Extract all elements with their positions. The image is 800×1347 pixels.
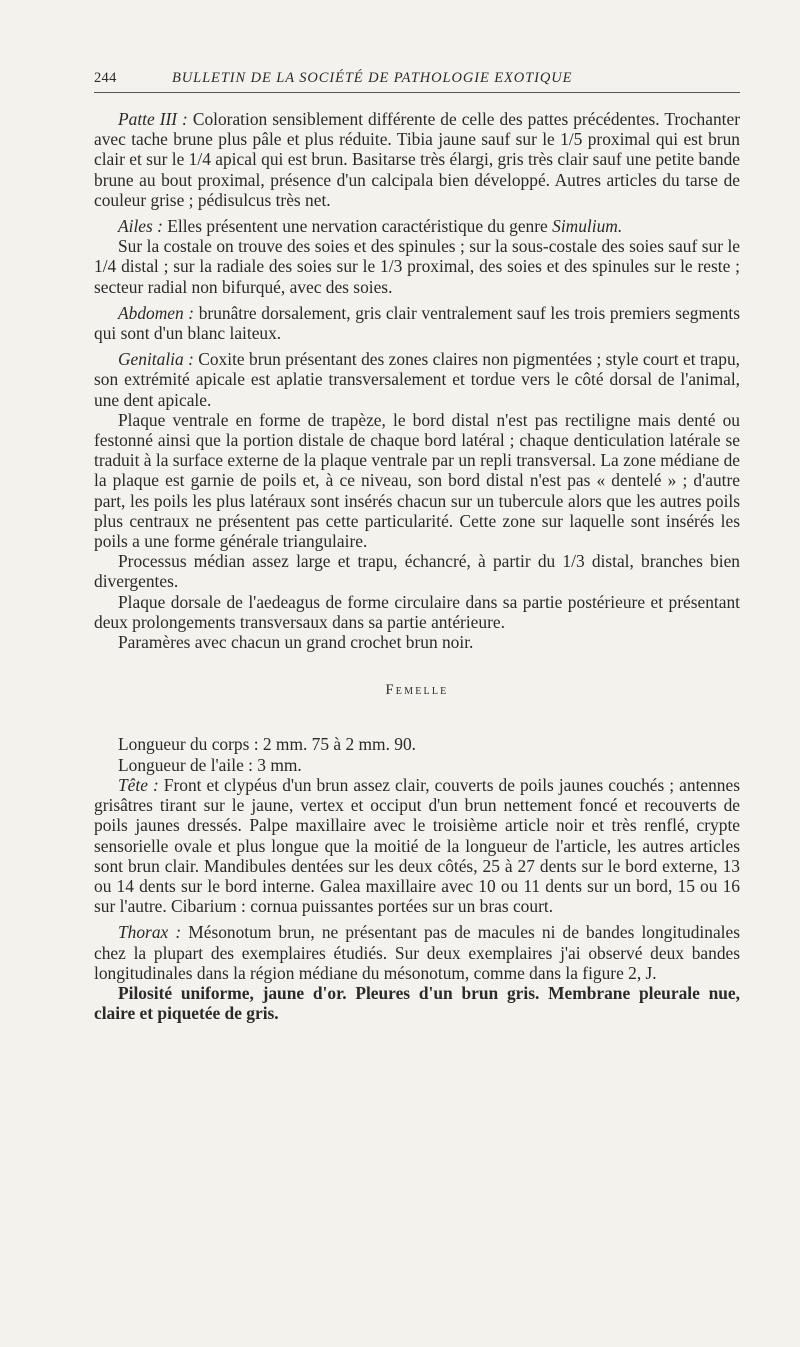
- paragraph-tete: [94, 775, 740, 916]
- page: [94, 70, 740, 1023]
- text-patte-iii: Coloration sensiblement différente de celle des pattes précédentes. Trochanter avec tache brune plus pâle et plus réduite. Tibia jaune sauf sur le 1/5 proximal qui est brun clair et sur le 1/4 apical qui est brun. Basitarse très élargi, gris très clair sauf une petite bande brune au bout proximal, présence d'un calcipala bien développé. Autres articles du tarse de couleur grise ; pédisulcus très net.: [94, 109, 740, 210]
- text-abdomen: brunâtre dorsalement, gris clair ventralement sauf les trois premiers segments qui sont d'un blanc laiteux.: [94, 302, 741, 344]
- paragraph-parameres: Paramères avec chacun un grand crochet brun noir.: [118, 632, 474, 653]
- article-body: [94, 109, 740, 1023]
- label-ailes: Ailes :: [118, 216, 163, 237]
- paragraph-thorax: [94, 922, 740, 983]
- paragraph-pilosite: Pilosité uniforme, jaune d'or. Pleures d'un brun gris. Membrane pleurale nue, claire et piquetée de gris.: [94, 982, 740, 1024]
- text-thorax: Mésonotum brun, ne présentant pas de macules ni de bandes longitudinales chez la plupart des exemplaires étudiés. Sur deux exemplaires j'ai observé deux bandes longitudinales dans la région médiane du mésonotum, comme dans la figure 2, J.: [94, 922, 740, 983]
- paragraph-processus: Processus médian assez large et trapu, échancré, à partir du 1/3 distal, branches bien divergentes.: [94, 551, 740, 592]
- label-genitalia: Genitalia :: [118, 349, 194, 370]
- text-tete: Front et clypéus d'un brun assez clair, couverts de poils jaunes couchés ; antennes grisâtres tirant sur le jaune, vertex et occiput d'un brun nettement foncé et recouverts de poils jaunes dressés. Palpe maxillaire avec le troisième article noir et très renflé, crypte sensorielle ovale et plus longue que la moitié de la longueur de l'article, les autres articles sont brun clair. Mandibules dentées sur les deux côtés, 25 à 27 dents sur le bord externe, 13 ou 14 dents sur le bord interne. Galea maxillaire avec 10 ou 11 dents sur un bord, 15 ou 16 sur l'autre. Cibarium : cornua puissantes portées sur un bras court.: [94, 774, 740, 917]
- genus-name: Simulium.: [552, 216, 623, 237]
- journal-title: BULLETIN DE LA SOCIÉTÉ DE PATHOLOGIE EXOTIQUE: [172, 70, 573, 86]
- paragraph-patte-iii: [94, 109, 740, 210]
- wing-length: Longueur de l'aile : 3 mm.: [118, 754, 302, 775]
- body-length: Longueur du corps : 2 mm. 75 à 2 mm. 90.: [118, 734, 417, 755]
- text-genitalia: Coxite brun présentant des zones claires non pigmentées ; style court et trapu, son extrémité apicale est aplatie transversalement et tordue vers le côté dorsal de l'animal, une dent apicale.: [94, 349, 740, 410]
- paragraph-abdomen: [94, 303, 740, 343]
- paragraph-genitalia: [94, 349, 740, 410]
- label-tete: Tête :: [118, 774, 159, 795]
- label-patte-iii: Patte III :: [118, 109, 188, 129]
- label-thorax: Thorax :: [118, 922, 182, 943]
- paragraph-ailes-detail: Sur la costale on trouve des soies et des spinules ; sur la sous-costale des soies sauf sur le 1/4 distal ; sur la radiale des soies sur le 1/3 proximal, des soies et des spinules sur le reste ; secteur radial non bifurqué, avec des soies.: [94, 236, 740, 297]
- page-number: 244: [94, 70, 117, 86]
- running-header: [94, 70, 740, 93]
- paragraph-plaque-ventrale: Plaque ventrale en forme de trapèze, le bord distal n'est pas rectiligne mais denté ou festonné ainsi que la portion distale de chaque bord latéral ; chaque denticulation latérale se traduit à la surface externe de la plaque ventrale par un repli transversal. La zone médiane de la plaque est garnie de poils et, à ce niveau, son bord distal n'est pas « dentelé » ; d'autre part, les poils les plus latéraux sont insérés chacun sur un tubercule alors que les autres poils plus centraux ne présentent pas cette particularité. Cette zone sur laquelle sont insérés les poils a une forme générale triangulaire.: [94, 409, 740, 552]
- text-ailes: Elles présentent une nervation caractéristique du genre: [162, 216, 553, 237]
- paragraph-ailes: [94, 216, 740, 236]
- section-heading-femelle: Femelle: [385, 682, 449, 699]
- label-abdomen: Abdomen :: [118, 302, 195, 323]
- paragraph-plaque-dorsale: Plaque dorsale de l'aedeagus de forme circulaire dans sa partie postérieure et présentant deux prolongements transversaux dans sa partie antérieure.: [94, 591, 740, 632]
